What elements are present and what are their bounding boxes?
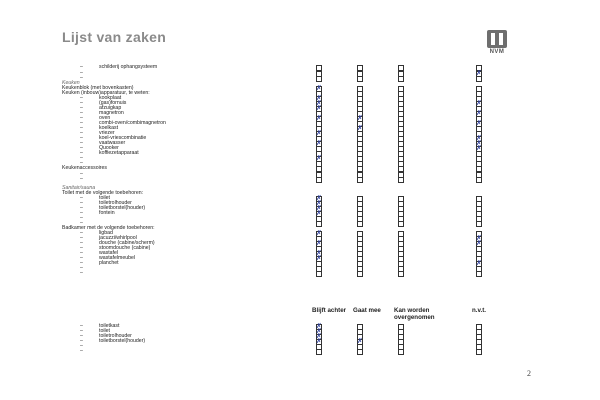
logo-text: NVM bbox=[489, 49, 505, 55]
section-label: Keuken bbox=[62, 80, 80, 86]
row-dash: – bbox=[80, 205, 83, 211]
row-dash: – bbox=[80, 120, 83, 126]
checkbox-blijft-achter[interactable] bbox=[316, 271, 322, 277]
row-dash: – bbox=[80, 270, 83, 276]
row-dash: – bbox=[80, 110, 83, 116]
row-label: toiletborstel(houder) bbox=[99, 338, 146, 344]
row-label: jacuzzi/whirlpool bbox=[99, 235, 137, 241]
row-dash: – bbox=[80, 333, 83, 339]
nvm-logo bbox=[478, 30, 516, 58]
row-label: vaatwasser bbox=[99, 140, 126, 146]
row-label: Quooker bbox=[99, 145, 119, 151]
section-label: Sanitair/sauna bbox=[62, 185, 96, 191]
column-header-nvt: n.v.t. bbox=[472, 307, 486, 314]
row-label: schilderij ophangsysteem bbox=[99, 64, 158, 70]
column-header-kan-worden-overgenomen: Kan worden overgenomen bbox=[394, 307, 435, 321]
row-dash: – bbox=[80, 125, 83, 131]
row-dash: – bbox=[80, 135, 83, 141]
row-label: planchet bbox=[99, 260, 119, 266]
row-label: koelkast bbox=[99, 125, 119, 131]
row-dash: – bbox=[80, 171, 83, 177]
row-dash: – bbox=[80, 155, 83, 161]
column-header-gaat-mee: Gaat mee bbox=[353, 307, 381, 314]
checkbox-kan-worden-overgenomen[interactable] bbox=[398, 177, 404, 183]
checkbox-blijft-achter[interactable] bbox=[316, 349, 322, 355]
row-dash: – bbox=[80, 328, 83, 334]
row-label: Keuken (inbouw)apparatuur, te weten: bbox=[62, 90, 150, 96]
row-label: magnetron bbox=[99, 110, 124, 116]
row-dash: – bbox=[80, 260, 83, 266]
checklist-row bbox=[0, 177, 600, 182]
row-label: koel-vriescombinatie bbox=[99, 135, 147, 141]
row-dash: – bbox=[80, 115, 83, 121]
row-label: vriezer bbox=[99, 130, 115, 136]
page-title: Lijst van zaken bbox=[62, 29, 167, 45]
row-dash: – bbox=[80, 240, 83, 246]
row-dash: – bbox=[80, 265, 83, 271]
row-dash: – bbox=[80, 160, 83, 166]
checklist-row bbox=[0, 166, 600, 171]
row-dash: – bbox=[80, 235, 83, 241]
row-dash: – bbox=[80, 176, 83, 182]
row-label: afzuigkap bbox=[99, 105, 122, 111]
row-dash: – bbox=[80, 145, 83, 151]
row-dash: – bbox=[80, 95, 83, 101]
row-dash: – bbox=[80, 250, 83, 256]
checkbox-blijft-achter[interactable] bbox=[316, 177, 322, 183]
row-dash: – bbox=[80, 343, 83, 349]
checkbox-kan-worden-overgenomen[interactable] bbox=[398, 271, 404, 277]
row-dash: – bbox=[80, 348, 83, 354]
row-dash: – bbox=[80, 338, 83, 344]
row-dash: – bbox=[80, 323, 83, 329]
row-dash: – bbox=[80, 140, 83, 146]
row-label: toiletrolhouder bbox=[99, 200, 132, 206]
row-label: koffiezetapparaat bbox=[99, 150, 139, 156]
row-label: toilet bbox=[99, 328, 110, 334]
row-label: wastafel bbox=[99, 250, 119, 256]
checkbox-gaat-mee[interactable] bbox=[357, 271, 363, 277]
row-label: toiletkast bbox=[99, 323, 120, 329]
row-dash: – bbox=[80, 105, 83, 111]
row-label: oven bbox=[99, 115, 111, 121]
row-label: toiletborstel(houder) bbox=[99, 205, 146, 211]
row-label: douche (cabine/scherm) bbox=[99, 240, 155, 246]
checkbox-kan-worden-overgenomen[interactable] bbox=[398, 349, 404, 355]
checkbox-nvt[interactable] bbox=[476, 271, 482, 277]
row-label: toiletrolhouder bbox=[99, 333, 132, 339]
row-label: ligbad bbox=[99, 230, 113, 236]
checkbox-gaat-mee[interactable] bbox=[357, 349, 363, 355]
row-dash: – bbox=[80, 70, 83, 76]
row-label: combi-oven/combimagnetron bbox=[99, 120, 166, 126]
row-dash: – bbox=[80, 255, 83, 261]
row-dash: – bbox=[80, 215, 83, 221]
row-dash: – bbox=[80, 75, 83, 81]
column-header-blijft-achter: Blijft achter bbox=[312, 307, 347, 314]
row-label: wastafelmeubel bbox=[99, 255, 136, 261]
row-dash: – bbox=[80, 130, 83, 136]
row-label: Keukenaccessoires bbox=[62, 165, 107, 171]
row-dash: – bbox=[80, 220, 83, 226]
row-dash: – bbox=[80, 64, 83, 70]
checkbox-nvt[interactable] bbox=[476, 177, 482, 183]
row-dash: – bbox=[80, 230, 83, 236]
row-dash: – bbox=[80, 245, 83, 251]
row-dash: – bbox=[80, 150, 83, 156]
row-label: toilet bbox=[99, 195, 110, 201]
row-label: (gas)fornuis bbox=[99, 100, 127, 106]
checklist-row bbox=[0, 349, 600, 354]
checklist-row bbox=[0, 271, 600, 276]
row-label: kookplaat bbox=[99, 95, 122, 101]
row-dash: – bbox=[80, 100, 83, 106]
row-label: fontein bbox=[99, 210, 115, 216]
row-label: stoomdouche (cabine) bbox=[99, 245, 151, 251]
page-number: 2 bbox=[527, 369, 531, 378]
nvm-house-icon bbox=[487, 30, 507, 48]
row-dash: – bbox=[80, 200, 83, 206]
row-label: Badkamer met de volgende toebehoren: bbox=[62, 225, 155, 231]
row-dash: – bbox=[80, 195, 83, 201]
checkbox-gaat-mee[interactable] bbox=[357, 177, 363, 183]
row-label: Toilet met de volgende toebehoren: bbox=[62, 190, 144, 196]
checklist-row bbox=[0, 65, 600, 70]
row-label: Keukenblok (met bovenkasten) bbox=[62, 85, 134, 91]
row-dash: – bbox=[80, 210, 83, 216]
checkbox-nvt[interactable] bbox=[476, 349, 482, 355]
